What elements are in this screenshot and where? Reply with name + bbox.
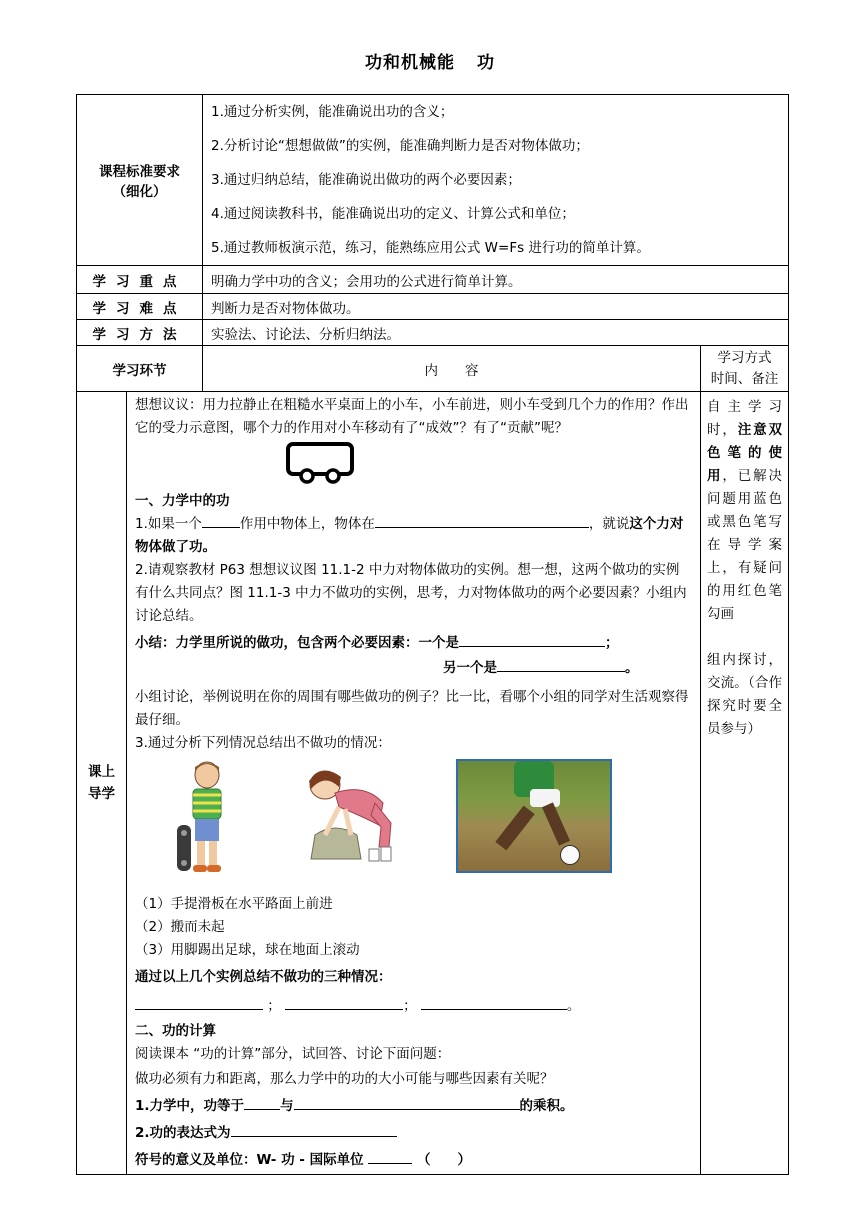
case-2: （2）搬而未起 [135, 919, 225, 935]
method-text: 实验法、讨论法、分析归纳法。 [203, 320, 789, 346]
standards-list [203, 95, 789, 266]
summary-line-2 [135, 657, 692, 680]
c3-text: 符号的意义及单位：W- 功 - 国际单位 [135, 1152, 364, 1168]
section-heading-1: 一、力学中的功 [135, 493, 230, 509]
blank-field[interactable] [202, 513, 240, 528]
c2-text: 2.功的表达式为 [135, 1125, 231, 1141]
section-label-line2: 导学 [88, 786, 115, 802]
page-title [0, 48, 860, 73]
standards-label [77, 95, 203, 266]
separator: 。 [566, 998, 581, 1014]
football-kick-image [456, 759, 612, 873]
think-question: 做功必须有力和距离，那么力学中的功的大小可能与哪些因素有关呢？ [135, 1071, 554, 1087]
notes-paragraph-2: 组内探讨，交流。（合作探究时要全员参与） [707, 652, 783, 737]
question-3: 3.通过分析下列情况总结出不做功的情况： [135, 735, 391, 751]
calc-question-2 [135, 1122, 692, 1145]
cart-figure [135, 440, 692, 490]
question-1 [135, 513, 692, 559]
conclude-text: 通过以上几个实例总结不做功的三种情况： [135, 969, 392, 985]
section-label [77, 392, 127, 1175]
standards-label-line1: 课程标准要求 [99, 164, 180, 180]
notes-paragraph-1 [707, 396, 782, 626]
blank-field[interactable] [135, 995, 263, 1010]
examples-images [135, 759, 692, 887]
standards-label-line2: （细化） [112, 184, 167, 200]
q1-part-a: 1.如果一个 [135, 516, 202, 532]
lesson-table [76, 94, 789, 1175]
notes-p1-b: 注意双色笔的使用 [707, 422, 783, 484]
blank-field[interactable] [244, 1095, 280, 1110]
difficulty-label: 学习难点 [77, 294, 203, 320]
summary-part-a: 小结：力学里所说的做功，包含两个必要因素：一个是 [135, 635, 459, 651]
difficulty-row [77, 294, 789, 320]
notes-column-header [701, 346, 789, 392]
column-header-row [77, 346, 789, 392]
section-heading-2: 二、功的计算 [135, 1023, 216, 1039]
summary-part-c: 另一个是 [443, 660, 497, 676]
c1-part-b: 与 [280, 1098, 294, 1114]
case-3: （3）用脚踢出足球，球在地面上滚动 [135, 942, 360, 958]
girl-lifting-image [295, 763, 405, 873]
content-column-header: 内 容 [203, 346, 701, 392]
discussion-text: 小组讨论，举例说明在你的周围有哪些做功的例子？比一比，看哪个小组的同学对生活观察得最仔细。 [135, 689, 689, 728]
blank-field[interactable] [294, 1095, 520, 1110]
section-label-line1: 课上 [88, 764, 115, 780]
summary-part-b: ； [605, 635, 619, 651]
blank-field[interactable] [459, 632, 605, 647]
boy-skateboard-image [175, 759, 235, 877]
standard-item: 5.通过教师板演示范，练习，能熟练应用公式 W=Fs 进行功的简单计算。 [211, 240, 650, 256]
calc-question-3 [135, 1149, 692, 1172]
c1-part-c: 的乘积。 [519, 1098, 574, 1114]
title-sub: 功 [477, 53, 495, 73]
guide-row [77, 392, 789, 1175]
standards-row [77, 95, 789, 266]
blank-field[interactable] [497, 657, 625, 672]
summary-line-1 [135, 632, 692, 655]
separator: ； [267, 998, 281, 1014]
cart-icon [285, 440, 365, 490]
conclusion-blanks [135, 995, 692, 1018]
notes-p1-c: ，已解决问题用蓝色或黑色笔写在导学案上，有疑问的用红色笔勾画 [707, 468, 783, 622]
calc-question-1 [135, 1095, 692, 1118]
section-column-header: 学习环节 [77, 346, 203, 392]
case-1: （1）手提滑板在水平路面上前进 [135, 896, 333, 912]
notes-p1-a: 自主学习时， [707, 399, 783, 438]
focus-row [77, 266, 789, 294]
guide-content [127, 392, 701, 1175]
difficulty-text: 判断力是否对物体做功。 [203, 294, 789, 320]
blank-field[interactable] [421, 995, 567, 1010]
title-main: 功和机械能 [365, 53, 455, 73]
standard-item: 1.通过分析实例，能准确说出功的含义； [211, 104, 454, 120]
standard-item: 4.通过阅读教科书，能准确说出功的定义、计算公式和单位； [211, 206, 575, 222]
notes-header-line1: 学习方式 [717, 349, 772, 366]
q1-part-d: 这个力对物体做了功。 [135, 516, 684, 555]
read-instruction: 阅读课本 “功的计算”部分，试回答、讨论下面问题： [135, 1046, 451, 1062]
question-2: 2.请观察教材 P63 想想议议图 11.1-2 中力对物体做功的实例。想一想，这两个做功的实例有什么共同点？图 11.1-3 中力不做功的实例，思考，力对物体做功的两个必要因素？小组内讨论总结。 [135, 562, 687, 624]
separator: ； [403, 998, 417, 1014]
focus-label: 学习重点 [77, 266, 203, 294]
method-label: 学习方法 [77, 320, 203, 346]
blank-field[interactable] [231, 1122, 397, 1137]
focus-text: 明确力学中功的含义；会用功的公式进行简单计算。 [203, 266, 789, 294]
standard-item: 3.通过归纳总结，能准确说出做功的两个必要因素； [211, 172, 521, 188]
blank-field[interactable] [368, 1149, 412, 1164]
notes-column [701, 392, 789, 1175]
q1-part-c: ，就说 [588, 516, 630, 532]
c3-paren: （ ） [417, 1152, 471, 1168]
summary-part-d: 。 [625, 660, 639, 676]
notes-header-line2: 时间、备注 [710, 370, 779, 387]
standard-item: 2.分析讨论“想想做做”的实例，能准确判断力是否对物体做功； [211, 138, 589, 154]
q1-part-b: 作用中物体上，物体在 [239, 516, 375, 532]
blank-field[interactable] [285, 995, 403, 1010]
intro-text: 想想议议：用力拉静止在粗糙水平桌面上的小车，小车前进，则小车受到几个力的作用？作出它的受力示意图，哪个力的作用对小车移动有了“成效”？有了“贡献”呢？ [135, 397, 689, 436]
blank-field[interactable] [375, 513, 589, 528]
c1-part-a: 1.力学中，功等于 [135, 1098, 245, 1114]
method-row [77, 320, 789, 346]
